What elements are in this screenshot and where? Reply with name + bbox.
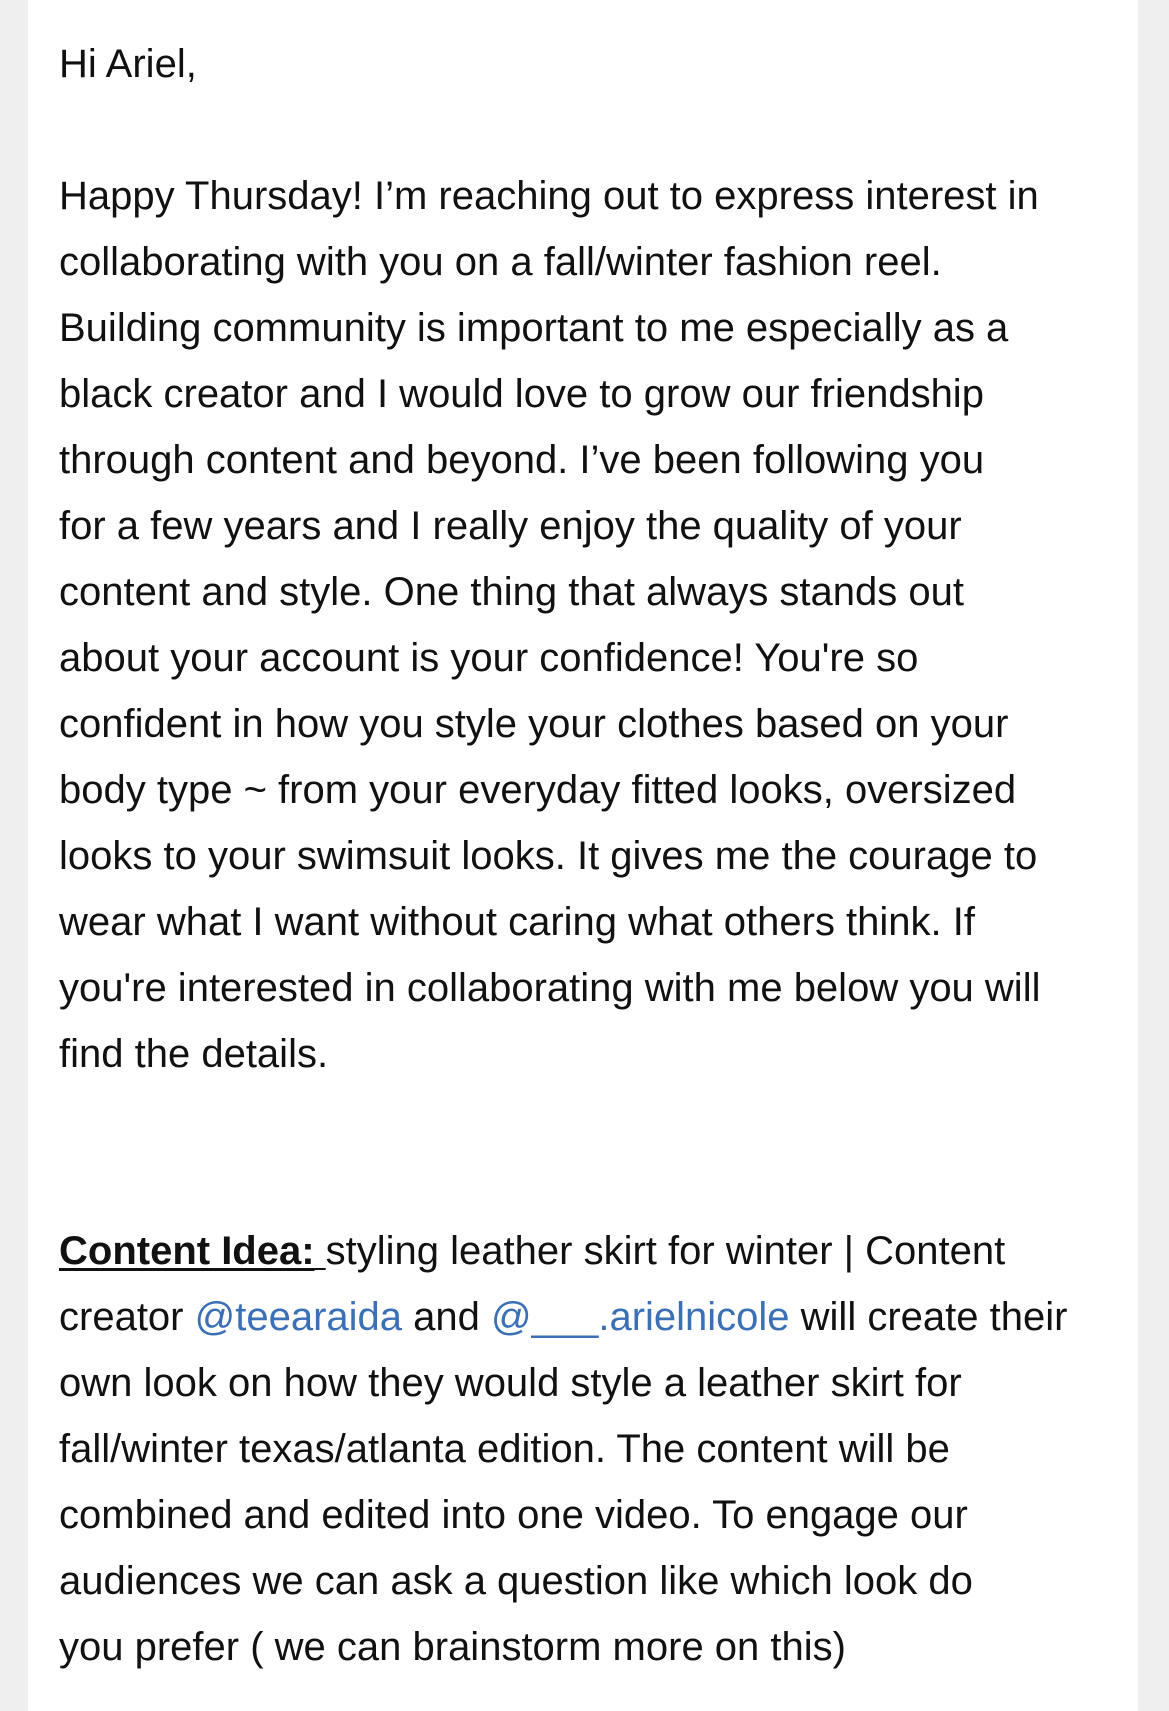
content-idea-line: audiences we can ask a question like which look do <box>59 1559 973 1603</box>
intro-line: black creator and I would love to grow our friendship <box>59 372 984 416</box>
intro-line: confident in how you style your clothes based on your <box>59 702 1009 746</box>
content-idea-label-gap <box>315 1229 326 1273</box>
content-idea-line: fall/winter texas/atlanta edition. The content will be <box>59 1427 950 1471</box>
mention-link-arielnicole[interactable]: @___.arielnicole <box>490 1295 790 1339</box>
email-body-panel <box>28 0 1138 1711</box>
content-idea-paragraph <box>59 1218 1134 1680</box>
email-greeting: Hi Ariel, <box>59 42 197 86</box>
intro-line: wear what I want without caring what others think. If <box>59 900 975 944</box>
intro-line: find the details. <box>59 1032 329 1076</box>
content-idea-line <box>59 1284 1134 1350</box>
intro-line: looks to your swimsuit looks. It gives me the courage to <box>59 834 1038 878</box>
content-idea-line: combined and edited into one video. To engage our <box>59 1493 968 1537</box>
content-idea-line <box>59 1218 1134 1284</box>
intro-line: content and style. One thing that always stands out <box>59 570 964 614</box>
intro-paragraph <box>59 163 1134 1087</box>
content-idea-line: you prefer ( we can brainstorm more on this) <box>59 1625 846 1669</box>
intro-line: body type ~ from your everyday fitted looks, oversized <box>59 768 1017 812</box>
intro-line: collaborating with you on a fall/winter fashion reel. <box>59 240 942 284</box>
content-idea-text: styling leather skirt for winter | Content <box>325 1229 1006 1273</box>
intro-line: Happy Thursday! I’m reaching out to express interest in <box>59 174 1039 218</box>
content-idea-text: creator <box>59 1295 195 1339</box>
intro-line: Building community is important to me especially as a <box>59 306 1009 350</box>
content-idea-text: will create their <box>789 1295 1068 1339</box>
intro-line: through content and beyond. I’ve been following you <box>59 438 985 482</box>
intro-line: for a few years and I really enjoy the quality of your <box>59 504 962 548</box>
intro-line: about your account is your confidence! You're so <box>59 636 919 680</box>
content-idea-line: own look on how they would style a leather skirt for <box>59 1361 962 1405</box>
content-idea-text: and <box>402 1295 491 1339</box>
intro-line: you're interested in collaborating with me below you will <box>59 966 1041 1010</box>
content-idea-label: Content Idea: <box>59 1229 315 1273</box>
mention-link-teearaida[interactable]: @teearaida <box>194 1295 403 1339</box>
